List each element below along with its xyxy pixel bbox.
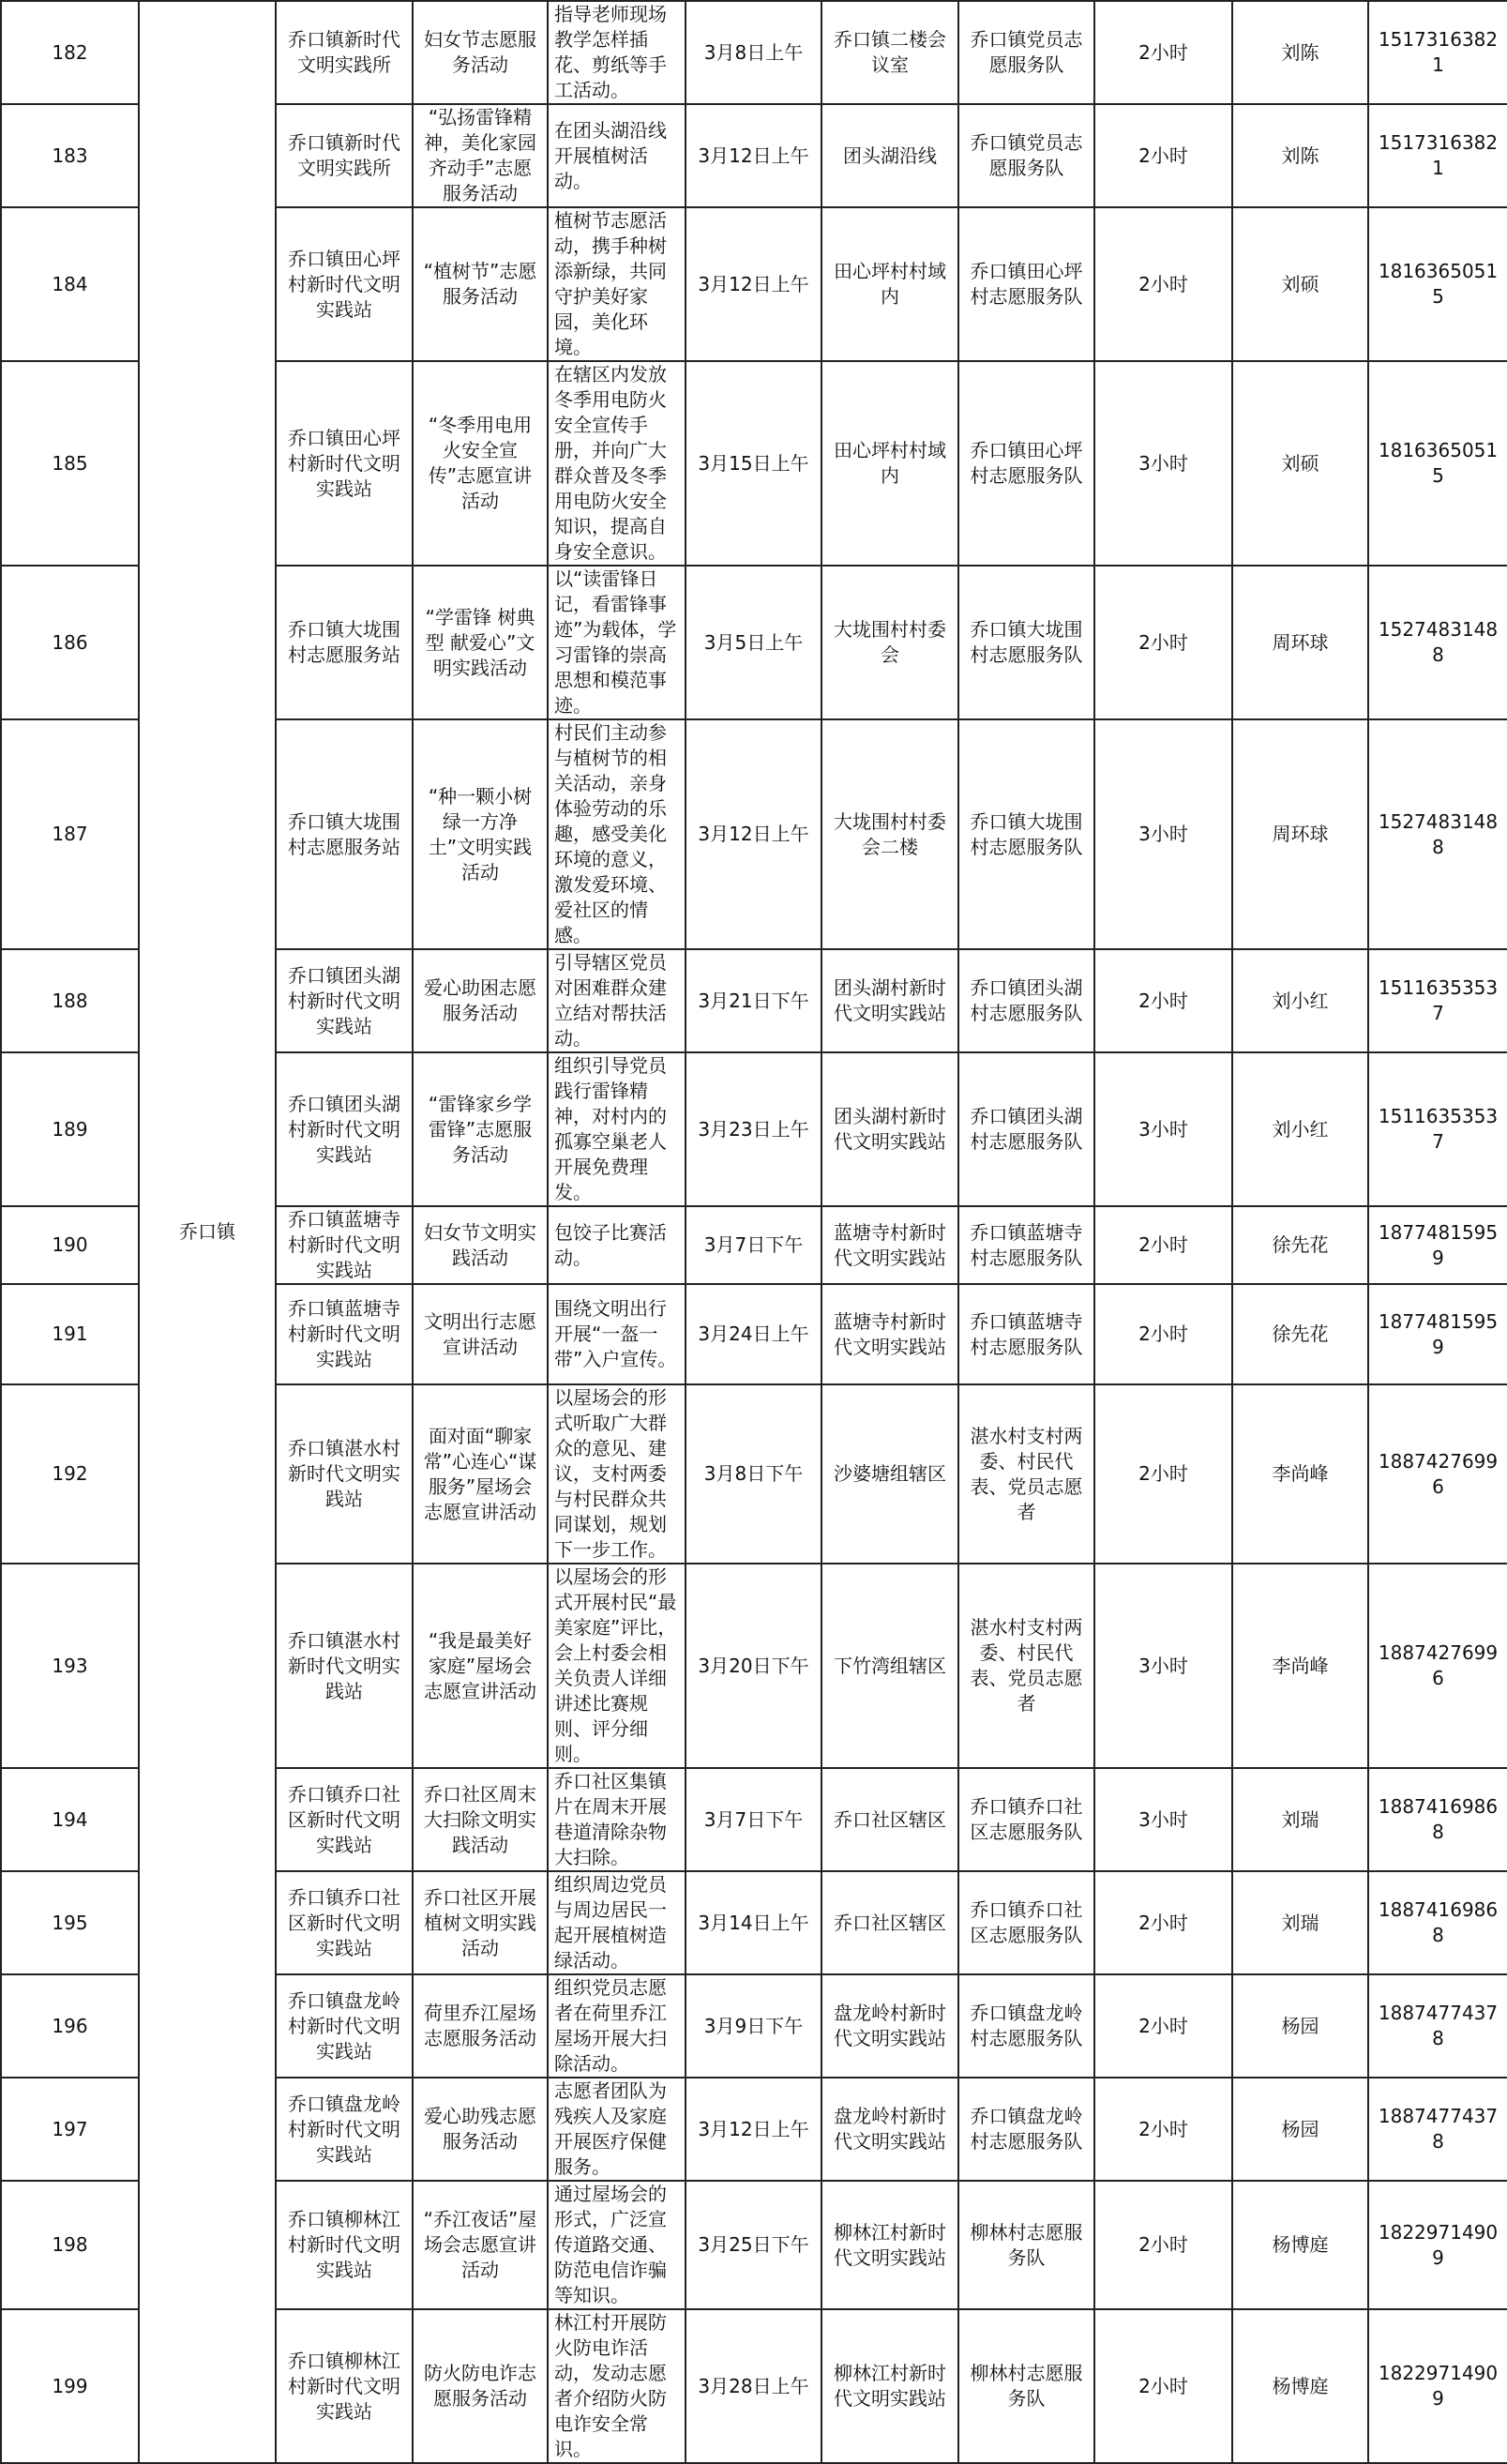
activity-time-cell: 3月12日上午	[686, 207, 821, 361]
service-team-cell: 湛水村支村两委、村民代表、党员志愿者	[958, 1564, 1094, 1768]
row-number-cell: 198	[1, 2181, 139, 2309]
row-number-cell: 187	[1, 719, 139, 949]
activity-duration-cell: 3小时	[1094, 1564, 1232, 1768]
activity-content-cell: 引导辖区党员对困难群众建立结对帮扶活动。	[548, 949, 686, 1052]
activity-place-cell: 田心坪村村域内	[821, 361, 958, 566]
activity-time-cell: 3月23日上午	[686, 1052, 821, 1206]
contact-phone-cell: 18874276996	[1368, 1384, 1507, 1564]
activity-content-cell: 在辖区内发放冬季用电防火安全宣传手册，并向广大群众普及冬季用电防火安全知识，提高自身安全意识。	[548, 361, 686, 566]
activity-content-cell: 志愿者团队为残疾人及家庭开展医疗保健服务。	[548, 2078, 686, 2181]
contact-phone-cell: 15274831488	[1368, 719, 1507, 949]
activity-place-cell: 田心坪村村域内	[821, 207, 958, 361]
contact-person-cell: 刘陈	[1232, 1, 1368, 104]
contact-phone-cell: 18163650515	[1368, 207, 1507, 361]
table-body	[1, 1, 1507, 2463]
activity-duration-cell: 2小时	[1094, 104, 1232, 207]
activity-name-cell: 妇女节文明实践活动	[413, 1206, 548, 1284]
practice-station-cell: 乔口镇湛水村新时代文明实践站	[276, 1564, 413, 1768]
row-number-cell: 184	[1, 207, 139, 361]
activity-place-cell: 乔口社区辖区	[821, 1768, 958, 1871]
activity-place-cell: 大垅围村村委会	[821, 566, 958, 719]
activity-content-cell: 以“读雷锋日记，看雷锋事迹”为载体，学习雷锋的崇高思想和模范事迹。	[548, 566, 686, 719]
practice-station-cell: 乔口镇田心坪村新时代文明实践站	[276, 207, 413, 361]
activity-content-cell: 以屋场会的形式开展村民“最美家庭”评比，会上村委会相关负责人详细讲述比赛规则、评分细则。	[548, 1564, 686, 1768]
row-number-cell: 190	[1, 1206, 139, 1284]
activity-content-cell: 通过屋场会的形式，广泛宣传道路交通、防范电信诈骗等知识。	[548, 2181, 686, 2309]
practice-station-cell: 乔口镇湛水村新时代文明实践站	[276, 1384, 413, 1564]
activity-content-cell: 乔口社区集镇片在周末开展巷道清除杂物大扫除。	[548, 1768, 686, 1871]
activity-time-cell: 3月25日下午	[686, 2181, 821, 2309]
activity-name-cell: 爱心助残志愿服务活动	[413, 2078, 548, 2181]
activity-name-cell: 文明出行志愿宣讲活动	[413, 1284, 548, 1384]
practice-station-cell: 乔口镇盘龙岭村新时代文明实践站	[276, 2078, 413, 2181]
contact-phone-cell: 18874169868	[1368, 1768, 1507, 1871]
service-team-cell: 乔口镇团头湖村志愿服务队	[958, 1052, 1094, 1206]
activity-time-cell: 3月8日上午	[686, 1, 821, 104]
table-row	[1, 1, 1507, 104]
activity-place-cell: 盘龙岭村新时代文明实践站	[821, 1974, 958, 2078]
activity-place-cell: 团头湖村新时代文明实践站	[821, 949, 958, 1052]
activity-time-cell: 3月24日上午	[686, 1284, 821, 1384]
contact-phone-cell: 18229714909	[1368, 2181, 1507, 2309]
activity-content-cell: 村民们主动参与植树节的相关活动，亲身体验劳动的乐趣，感受美化环境的意义，激发爱环境、爱社区的情感。	[548, 719, 686, 949]
service-team-cell: 柳林村志愿服务队	[958, 2309, 1094, 2463]
activity-name-cell: “植树节”志愿服务活动	[413, 207, 548, 361]
activity-duration-cell: 2小时	[1094, 1974, 1232, 2078]
activity-name-cell: “学雷锋 树典型 献爱心”文明实践活动	[413, 566, 548, 719]
activity-duration-cell: 2小时	[1094, 2309, 1232, 2463]
contact-person-cell: 李尚峰	[1232, 1384, 1368, 1564]
contact-person-cell: 徐先花	[1232, 1206, 1368, 1284]
activity-content-cell: 组织周边党员与周边居民一起开展植树造绿活动。	[548, 1871, 686, 1974]
contact-phone-cell: 18874774378	[1368, 2078, 1507, 2181]
contact-phone-cell: 15173163821	[1368, 104, 1507, 207]
contact-phone-cell: 18229714909	[1368, 2309, 1507, 2463]
activity-time-cell: 3月15日上午	[686, 361, 821, 566]
activity-name-cell: “雷锋家乡学雷锋”志愿服务活动	[413, 1052, 548, 1206]
practice-station-cell: 乔口镇田心坪村新时代文明实践站	[276, 361, 413, 566]
contact-person-cell: 刘瑞	[1232, 1768, 1368, 1871]
practice-station-cell: 乔口镇乔口社区新时代文明实践站	[276, 1768, 413, 1871]
activity-duration-cell: 2小时	[1094, 207, 1232, 361]
activity-content-cell: 组织党员志愿者在荷里乔江屋场开展大扫除活动。	[548, 1974, 686, 2078]
contact-phone-cell: 15173163821	[1368, 1, 1507, 104]
contact-phone-cell: 15274831488	[1368, 566, 1507, 719]
row-number-cell: 188	[1, 949, 139, 1052]
service-team-cell: 乔口镇蓝塘寺村志愿服务队	[958, 1206, 1094, 1284]
contact-phone-cell: 15116353537	[1368, 1052, 1507, 1206]
activity-duration-cell: 2小时	[1094, 1, 1232, 104]
service-team-cell: 湛水村支村两委、村民代表、党员志愿者	[958, 1384, 1094, 1564]
row-number-cell: 183	[1, 104, 139, 207]
contact-person-cell: 杨博庭	[1232, 2309, 1368, 2463]
activity-time-cell: 3月28日上午	[686, 2309, 821, 2463]
activity-content-cell: 包饺子比赛活动。	[548, 1206, 686, 1284]
row-number-cell: 193	[1, 1564, 139, 1768]
contact-person-cell: 刘硕	[1232, 207, 1368, 361]
activity-name-cell: 防火防电诈志愿服务活动	[413, 2309, 548, 2463]
activity-duration-cell: 2小时	[1094, 566, 1232, 719]
service-team-cell: 乔口镇党员志愿服务队	[958, 104, 1094, 207]
activity-time-cell: 3月9日下午	[686, 1974, 821, 2078]
service-team-cell: 乔口镇党员志愿服务队	[958, 1, 1094, 104]
activity-place-cell: 沙婆塘组辖区	[821, 1384, 958, 1564]
activity-duration-cell: 2小时	[1094, 1284, 1232, 1384]
practice-station-cell: 乔口镇大垅围村志愿服务站	[276, 719, 413, 949]
activity-place-cell: 盘龙岭村新时代文明实践站	[821, 2078, 958, 2181]
activity-time-cell: 3月7日下午	[686, 1206, 821, 1284]
row-number-cell: 182	[1, 1, 139, 104]
activity-content-cell: 植树节志愿活动，携手种树添新绿，共同守护美好家园，美化环境。	[548, 207, 686, 361]
practice-station-cell: 乔口镇柳林江村新时代文明实践站	[276, 2309, 413, 2463]
activity-place-cell: 乔口社区辖区	[821, 1871, 958, 1974]
activity-content-cell: 组织引导党员践行雷锋精神，对村内的孤寡空巢老人开展免费理发。	[548, 1052, 686, 1206]
row-number-cell: 191	[1, 1284, 139, 1384]
service-team-cell: 乔口镇田心坪村志愿服务队	[958, 361, 1094, 566]
activity-time-cell: 3月20日下午	[686, 1564, 821, 1768]
activity-time-cell: 3月12日上午	[686, 2078, 821, 2181]
row-number-cell: 186	[1, 566, 139, 719]
activity-place-cell: 柳林江村新时代文明实践站	[821, 2309, 958, 2463]
town-cell: 乔口镇	[139, 1, 276, 2463]
contact-person-cell: 杨博庭	[1232, 2181, 1368, 2309]
activity-duration-cell: 3小时	[1094, 1052, 1232, 1206]
row-number-cell: 199	[1, 2309, 139, 2463]
contact-person-cell: 刘小红	[1232, 1052, 1368, 1206]
activity-name-cell: “冬季用电用火安全宣传”志愿宣讲活动	[413, 361, 548, 566]
activity-place-cell: 蓝塘寺村新时代文明实践站	[821, 1206, 958, 1284]
practice-station-cell: 乔口镇蓝塘寺村新时代文明实践站	[276, 1206, 413, 1284]
activity-content-cell: 指导老师现场教学怎样插花、剪纸等手工活动。	[548, 1, 686, 104]
row-number-cell: 194	[1, 1768, 139, 1871]
activity-duration-cell: 2小时	[1094, 1871, 1232, 1974]
activity-time-cell: 3月12日上午	[686, 719, 821, 949]
activity-place-cell: 团头湖沿线	[821, 104, 958, 207]
activity-name-cell: 爱心助困志愿服务活动	[413, 949, 548, 1052]
activity-time-cell: 3月12日上午	[686, 104, 821, 207]
practice-station-cell: 乔口镇乔口社区新时代文明实践站	[276, 1871, 413, 1974]
activity-place-cell: 团头湖村新时代文明实践站	[821, 1052, 958, 1206]
activity-duration-cell: 2小时	[1094, 949, 1232, 1052]
service-team-cell: 乔口镇盘龙岭村志愿服务队	[958, 2078, 1094, 2181]
activity-place-cell: 乔口镇二楼会议室	[821, 1, 958, 104]
contact-phone-cell: 18163650515	[1368, 361, 1507, 566]
activity-name-cell: 面对面“聊家常”心连心“谋服务”屋场会志愿宣讲活动	[413, 1384, 548, 1564]
activity-duration-cell: 2小时	[1094, 1206, 1232, 1284]
practice-station-cell: 乔口镇团头湖村新时代文明实践站	[276, 949, 413, 1052]
row-number-cell: 185	[1, 361, 139, 566]
practice-station-cell: 乔口镇新时代文明实践所	[276, 104, 413, 207]
contact-person-cell: 杨园	[1232, 2078, 1368, 2181]
practice-station-cell: 乔口镇新时代文明实践所	[276, 1, 413, 104]
contact-phone-cell: 18874774378	[1368, 1974, 1507, 2078]
contact-phone-cell: 18774815959	[1368, 1284, 1507, 1384]
contact-person-cell: 刘瑞	[1232, 1871, 1368, 1974]
activity-name-cell: 乔口社区开展植树文明实践活动	[413, 1871, 548, 1974]
contact-person-cell: 杨园	[1232, 1974, 1368, 2078]
practice-station-cell: 乔口镇盘龙岭村新时代文明实践站	[276, 1974, 413, 2078]
contact-person-cell: 周环球	[1232, 566, 1368, 719]
activity-duration-cell: 3小时	[1094, 1768, 1232, 1871]
practice-station-cell: 乔口镇蓝塘寺村新时代文明实践站	[276, 1284, 413, 1384]
practice-station-cell: 乔口镇团头湖村新时代文明实践站	[276, 1052, 413, 1206]
contact-person-cell: 刘小红	[1232, 949, 1368, 1052]
service-team-cell: 乔口镇田心坪村志愿服务队	[958, 207, 1094, 361]
row-number-cell: 189	[1, 1052, 139, 1206]
row-number-cell: 196	[1, 1974, 139, 2078]
activity-duration-cell: 2小时	[1094, 2078, 1232, 2181]
practice-station-cell: 乔口镇大垅围村志愿服务站	[276, 566, 413, 719]
activity-name-cell: 荷里乔江屋场志愿服务活动	[413, 1974, 548, 2078]
activity-content-cell: 林江村开展防火防电诈活动，发动志愿者介绍防火防电诈安全常识。	[548, 2309, 686, 2463]
activity-place-cell: 大垅围村村委会二楼	[821, 719, 958, 949]
activity-duration-cell: 2小时	[1094, 2181, 1232, 2309]
activity-place-cell: 下竹湾组辖区	[821, 1564, 958, 1768]
activity-time-cell: 3月14日上午	[686, 1871, 821, 1974]
activity-name-cell: “弘扬雷锋精神，美化家园齐动手”志愿服务活动	[413, 104, 548, 207]
contact-phone-cell: 18874169868	[1368, 1871, 1507, 1974]
service-team-cell: 乔口镇盘龙岭村志愿服务队	[958, 1974, 1094, 2078]
service-team-cell: 乔口镇蓝塘寺村志愿服务队	[958, 1284, 1094, 1384]
service-team-cell: 乔口镇团头湖村志愿服务队	[958, 949, 1094, 1052]
activity-time-cell: 3月7日下午	[686, 1768, 821, 1871]
activity-place-cell: 柳林江村新时代文明实践站	[821, 2181, 958, 2309]
activity-time-cell: 3月5日上午	[686, 566, 821, 719]
activity-content-cell: 围绕文明出行开展“一盔一带”入户宣传。	[548, 1284, 686, 1384]
activity-duration-cell: 2小时	[1094, 1384, 1232, 1564]
row-number-cell: 197	[1, 2078, 139, 2181]
activity-name-cell: “我是最美好家庭”屋场会志愿宣讲活动	[413, 1564, 548, 1768]
activity-name-cell: 妇女节志愿服务活动	[413, 1, 548, 104]
contact-person-cell: 徐先花	[1232, 1284, 1368, 1384]
contact-phone-cell: 18774815959	[1368, 1206, 1507, 1284]
service-team-cell: 乔口镇大垅围村志愿服务队	[958, 566, 1094, 719]
activity-time-cell: 3月8日下午	[686, 1384, 821, 1564]
row-number-cell: 195	[1, 1871, 139, 1974]
activity-place-cell: 蓝塘寺村新时代文明实践站	[821, 1284, 958, 1384]
service-team-cell: 柳林村志愿服务队	[958, 2181, 1094, 2309]
contact-person-cell: 周环球	[1232, 719, 1368, 949]
activity-content-cell: 以屋场会的形式听取广大群众的意见、建议，支村两委与村民群众共同谋划，规划下一步工作。	[548, 1384, 686, 1564]
service-team-cell: 乔口镇大垅围村志愿服务队	[958, 719, 1094, 949]
practice-station-cell: 乔口镇柳林江村新时代文明实践站	[276, 2181, 413, 2309]
contact-phone-cell: 18874276996	[1368, 1564, 1507, 1768]
service-team-cell: 乔口镇乔口社区志愿服务队	[958, 1768, 1094, 1871]
service-team-cell: 乔口镇乔口社区志愿服务队	[958, 1871, 1094, 1974]
contact-person-cell: 李尚峰	[1232, 1564, 1368, 1768]
activity-name-cell: “乔江夜话”屋场会志愿宣讲活动	[413, 2181, 548, 2309]
row-number-cell: 192	[1, 1384, 139, 1564]
activity-duration-cell: 3小时	[1094, 719, 1232, 949]
activity-name-cell: 乔口社区周末大扫除文明实践活动	[413, 1768, 548, 1871]
contact-person-cell: 刘硕	[1232, 361, 1368, 566]
activity-time-cell: 3月21日下午	[686, 949, 821, 1052]
activity-duration-cell: 3小时	[1094, 361, 1232, 566]
contact-phone-cell: 15116353537	[1368, 949, 1507, 1052]
activity-name-cell: “种一颗小树绿一方净土”文明实践活动	[413, 719, 548, 949]
activity-content-cell: 在团头湖沿线开展植树活动。	[548, 104, 686, 207]
contact-person-cell: 刘陈	[1232, 104, 1368, 207]
